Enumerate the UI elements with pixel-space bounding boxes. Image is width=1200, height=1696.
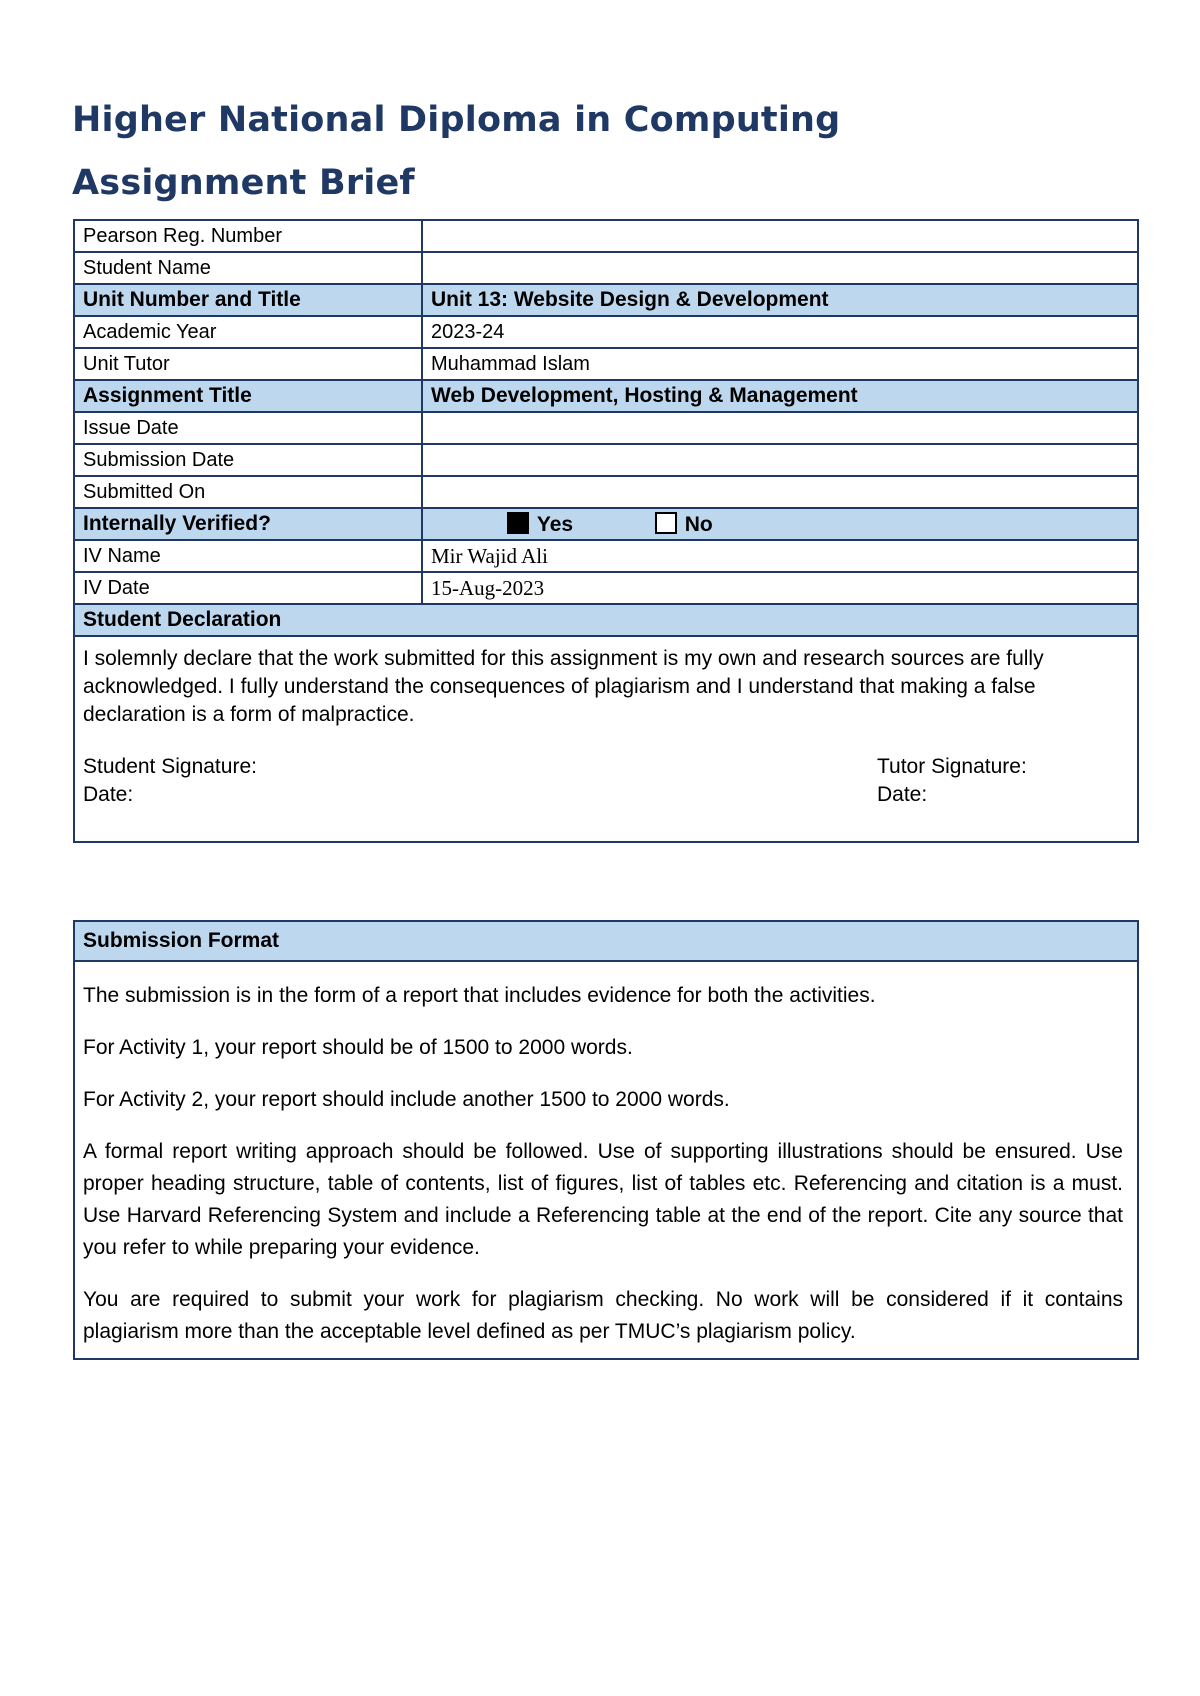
row-submitted-on: [74, 476, 1138, 508]
iv-date-label: IV Date: [74, 572, 422, 604]
format-paragraph: A formal report writing approach should be followed. Use of supporting illustrations should be ensured. Use proper heading structure, table of contents, list of figures, list of tables etc. Referencing and citation is a must. Use Harvard Referencing System and include a Referencing table at the end of the report. Cite any source that you refer to while preparing your evidence.: [83, 1140, 1123, 1259]
row-academic-year: [74, 316, 1138, 348]
row-student-name: [74, 252, 1138, 284]
document-title: Higher National Diploma in Computing: [72, 100, 841, 140]
row-iv-date: [74, 572, 1138, 604]
row-submission-date: [74, 444, 1138, 476]
submission-format-body: [74, 961, 1138, 1359]
issue-date-label: Issue Date: [74, 412, 422, 444]
submitted-on-label: Submitted On: [74, 476, 422, 508]
tutor-date-label: Date:: [877, 783, 928, 806]
yes-label: Yes: [536, 512, 574, 536]
unit-tutor-value: Muhammad Islam: [422, 348, 1138, 380]
submission-date-label: Submission Date: [74, 444, 422, 476]
declaration-text: I solemnly declare that the work submitted for this assignment is my own and research sources are fully acknowledged. I fully understand the consequences of plagiarism and I understand that making a false declaration is a form of malpractice.: [83, 647, 1044, 726]
academic-year-label: Academic Year: [74, 316, 422, 348]
row-internally-verified: [74, 508, 1138, 540]
row-pearson-reg: [74, 220, 1138, 252]
student-signature-label: Student Signature:: [83, 755, 257, 778]
assignment-title-label: Assignment Title: [74, 380, 422, 412]
row-unit-tutor: [74, 348, 1138, 380]
row-issue-date: [74, 412, 1138, 444]
format-paragraph: You are required to submit your work for plagiarism checking. No work will be considered if it contains plagiarism more than the acceptable level defined as per TMUC’s plagiarism policy.: [83, 1288, 1123, 1343]
row-submission-format-heading: [74, 921, 1138, 961]
document-subtitle: Assignment Brief: [72, 163, 415, 203]
no-option[interactable]: [655, 512, 713, 537]
student-name-value: [422, 252, 1138, 284]
iv-name-value: Mir Wajid Ali: [422, 540, 1138, 572]
unchecked-checkbox-icon[interactable]: [655, 512, 677, 534]
format-paragraph: The submission is in the form of a report that includes evidence for both the activities.: [83, 984, 876, 1007]
row-declaration-body: [74, 636, 1138, 842]
row-assignment-title: [74, 380, 1138, 412]
iv-date-value: 15-Aug-2023: [422, 572, 1138, 604]
pearson-reg-label: Pearson Reg. Number: [74, 220, 422, 252]
submission-date-value: [422, 444, 1138, 476]
unit-value: Unit 13: Website Design & Development: [422, 284, 1138, 316]
pearson-reg-value: [422, 220, 1138, 252]
tutor-signature-block: [877, 753, 1127, 809]
row-unit: [74, 284, 1138, 316]
yes-option[interactable]: [507, 512, 573, 537]
row-declaration-heading: [74, 604, 1138, 636]
student-signature-block: [83, 753, 257, 809]
row-iv-name: [74, 540, 1138, 572]
no-label: No: [684, 512, 713, 536]
format-paragraph: For Activity 2, your report should include another 1500 to 2000 words.: [83, 1088, 730, 1111]
declaration-body: [74, 636, 1138, 842]
format-paragraph: For Activity 1, your report should be of 1500 to 2000 words.: [83, 1036, 633, 1059]
academic-year-value: 2023-24: [422, 316, 1138, 348]
signature-block: [83, 753, 1127, 809]
assignment-brief-table: [73, 219, 1139, 843]
row-submission-format-body: [74, 961, 1138, 1359]
submission-format-table: [73, 920, 1139, 1360]
unit-tutor-label: Unit Tutor: [74, 348, 422, 380]
submitted-on-value: [422, 476, 1138, 508]
submission-format-heading: Submission Format: [74, 921, 1138, 961]
student-name-label: Student Name: [74, 252, 422, 284]
assignment-title-value: Web Development, Hosting & Management: [422, 380, 1138, 412]
issue-date-value: [422, 412, 1138, 444]
internally-verified-options: [422, 508, 1138, 540]
checked-checkbox-icon[interactable]: [507, 512, 529, 534]
student-date-label: Date:: [83, 783, 134, 806]
internally-verified-label: Internally Verified?: [74, 508, 422, 540]
unit-label: Unit Number and Title: [74, 284, 422, 316]
tutor-signature-label: Tutor Signature:: [877, 755, 1027, 778]
declaration-heading: Student Declaration: [74, 604, 1138, 636]
iv-name-label: IV Name: [74, 540, 422, 572]
